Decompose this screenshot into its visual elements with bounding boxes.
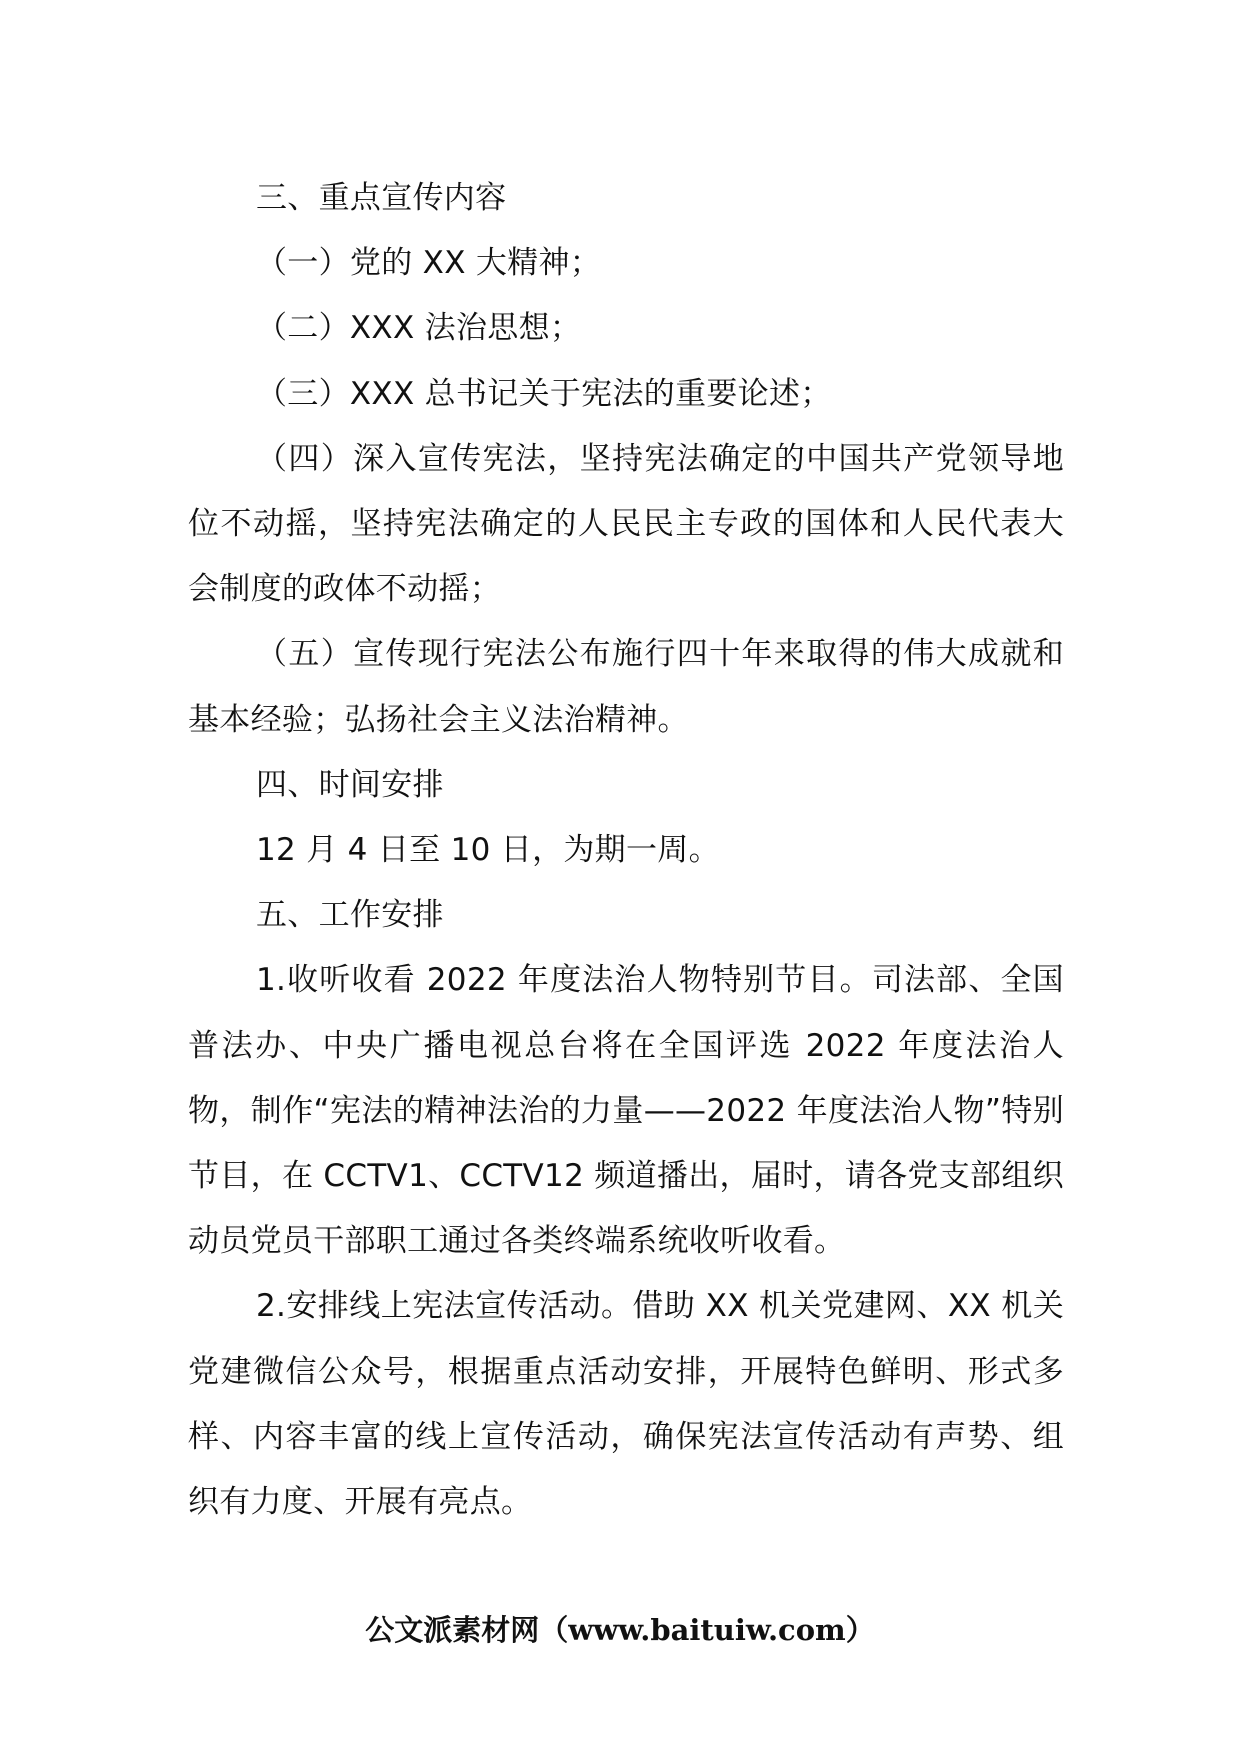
section-heading-work-arrangement: 五、工作安排	[256, 897, 444, 934]
work-item-1: 1.收听收看 2022 年度法治人物特别节目。司法部、全国普法办、中央广播电视总台将在全国评选 2022 年度法治人物，制作“宪法的精神法治的力量——2022 年度法治人物”特别节目，在 CCTV1、CCTV12 频道播出，届时，请各党支部组织动员党员干部职工通过各类终端系统收听收看。	[188, 962, 1064, 1260]
list-item-1: （一）党的 XX 大精神；	[256, 245, 602, 282]
section-heading-key-content: 三、重点宣传内容	[256, 180, 507, 216]
list-item-4: （四）深入宣传宪法，坚持宪法确定的中国共产党领导地位不动摇，坚持宪法确定的人民民主专政的国体和人民代表大会制度的政体不动摇；	[188, 440, 1064, 608]
section-heading-schedule: 四、时间安排	[256, 766, 444, 803]
list-item-5: （五）宣传现行宪法公布施行四十年来取得的伟大成就和基本经验；弘扬社会主义法治精神。	[188, 636, 1064, 738]
schedule-text: 12 月 4 日至 10 日，为期一周。	[256, 832, 720, 869]
work-item-2: 2.安排线上宪法宣传活动。借助 XX 机关党建网、XX 机关党建微信公众号，根据重点活动安排，开展特色鲜明、形式多样、内容丰富的线上宣传活动，确保宪法宣传活动有声势、组织有力度、开展有亮点。	[188, 1288, 1064, 1521]
list-item-2: （二）XXX 法治思想；	[256, 310, 582, 347]
list-item-3: （三）XXX 总书记关于宪法的重要论述；	[256, 375, 832, 412]
footer-watermark: 公文派素材网（www.baituiw.com）	[365, 1613, 875, 1647]
document-body	[188, 166, 1064, 1535]
